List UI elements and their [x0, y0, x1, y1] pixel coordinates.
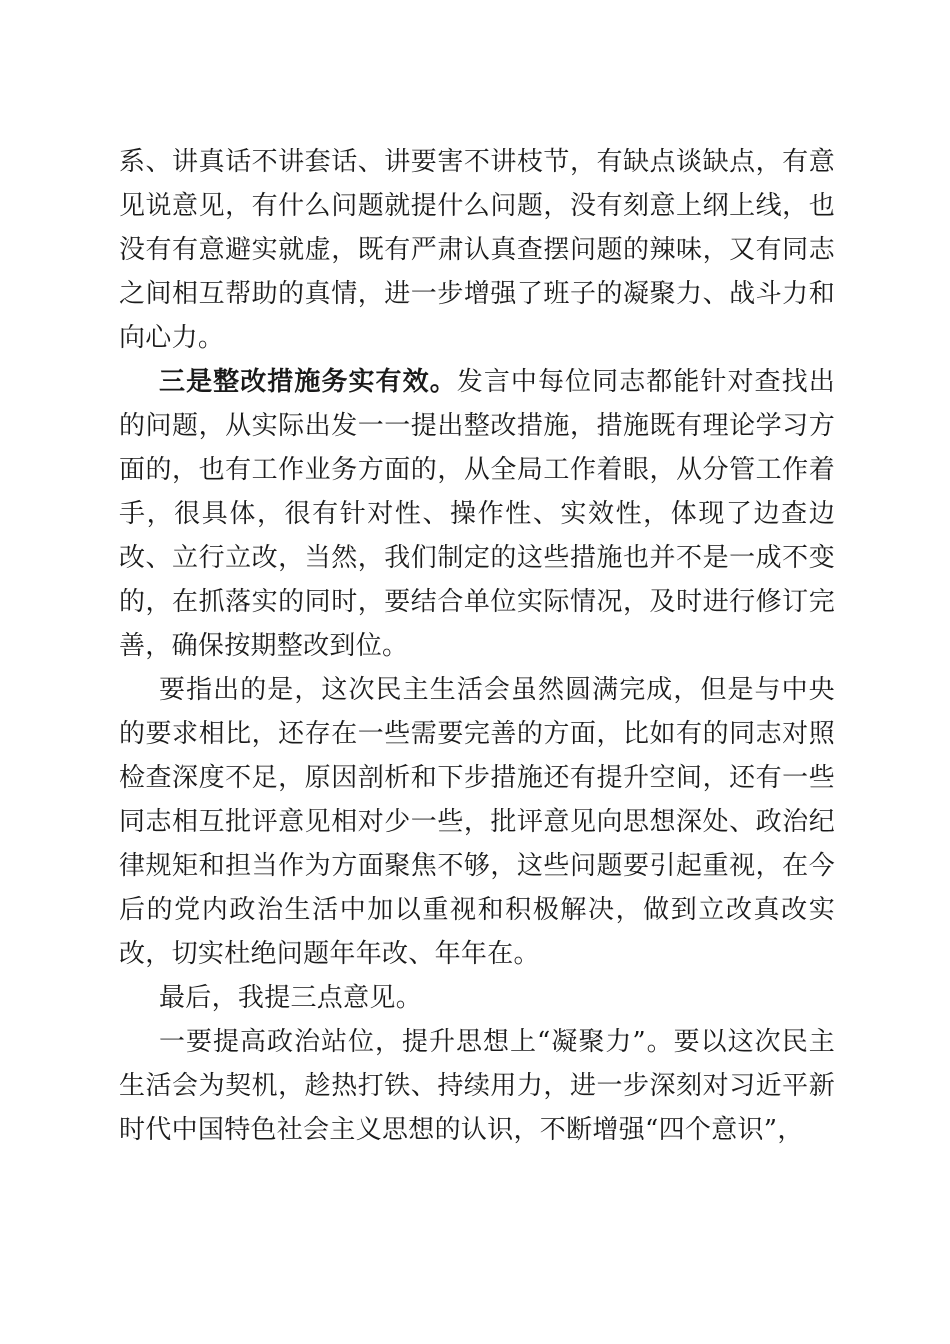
paragraph-shortcomings — [119, 668, 835, 976]
paragraph-lead-heading: 三是整改措施务实有效。 — [159, 367, 457, 397]
paragraph-rectification-measures — [119, 360, 835, 668]
paragraph-text: 一要提高政治站位，提升思想上“凝聚力”。要以这次民主生活会为契机，趁热打铁、持续用力，进一步深刻对习近平新时代中国特色社会主义思想的认识，不断增强“四个意识”， — [119, 1027, 835, 1145]
paragraph-text: 要指出的是，这次民主生活会虽然圆满完成，但是与中央的要求相比，还存在一些需要完善的方面，比如有的同志对照检查深度不足，原因剖析和下步措施还有提升空间，还有一些同志相互批评意见相对少一些，批评意见向思想深处、政治纪律规矩和担当作为方面聚焦不够，这些问题要引起重视，在今后的党内政治生活中加以重视和积极解决，做到立改真改实改，切实杜绝问题年年改、年年在。 — [119, 675, 835, 969]
paragraph-first-opinion — [119, 1020, 835, 1152]
paragraph-text: 系、讲真话不讲套话、讲要害不讲枝节，有缺点谈缺点，有意见说意见，有什么问题就提什么问题，没有刻意上纲上线，也没有有意避实就虚，既有严肃认真查摆问题的辣味，又有同志之间相互帮助的真情，进一步增强了班子的凝聚力、战斗力和向心力。 — [119, 147, 835, 353]
document-body — [119, 140, 835, 1152]
paragraph-continuation — [119, 140, 835, 360]
paragraph-text: 最后，我提三点意见。 — [159, 983, 423, 1013]
paragraph-three-opinions — [119, 976, 835, 1020]
paragraph-text: 发言中每位同志都能针对查找出的问题，从实际出发一一提出整改措施，措施既有理论学习方面的，也有工作业务方面的，从全局工作着眼，从分管工作着手，很具体，很有针对性、操作性、实效性，体现了边查边改、立行立改，当然，我们制定的这些措施也并不是一成不变的，在抓落实的同时，要结合单位实际情况，及时进行修订完善，确保按期整改到位。 — [119, 367, 835, 661]
